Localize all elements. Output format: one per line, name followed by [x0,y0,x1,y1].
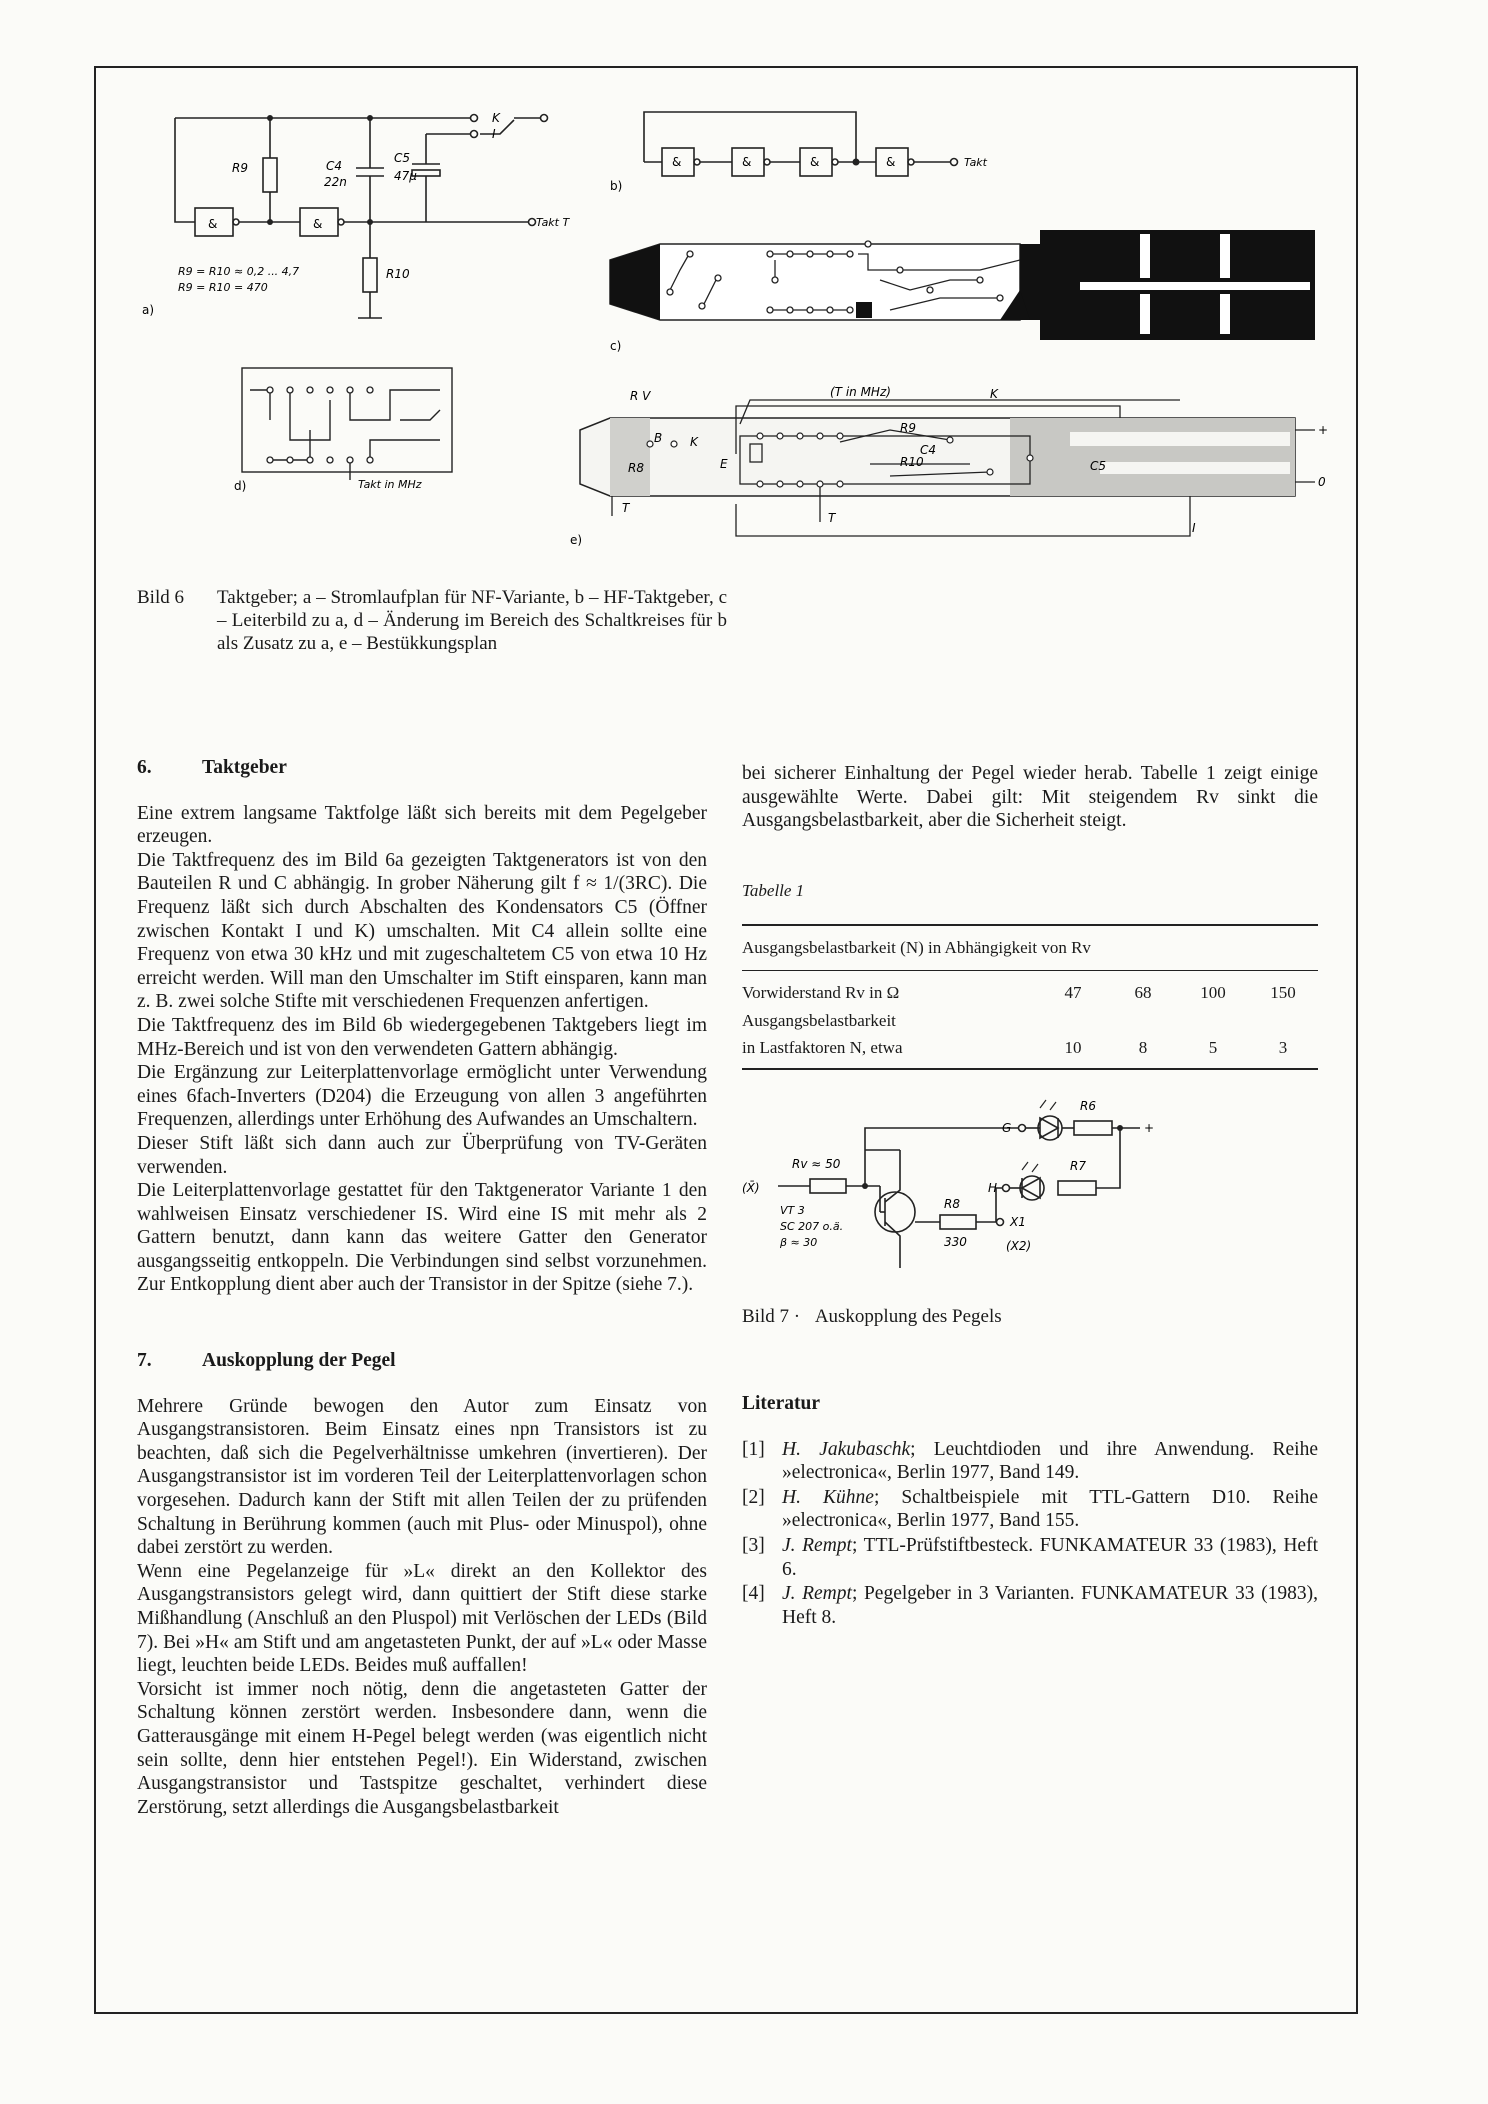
fig6a-c4-value: 22n [324,175,347,189]
table-row [742,1034,1318,1069]
table1-title: Tabelle 1 [742,880,805,900]
fig6e-c4: C4 [920,443,937,457]
table1-row2-label-1: Ausgangsbelastbarkeit [742,1010,896,1030]
figure6-caption-text: Taktgeber; a – Stromlaufplan für NF-Variante, b – HF-Taktgeber, c – Leiterbild zu a, d – Änderung im Bereich des Schaltkreises für b als Zusatz zu a, e – Bestükkungsplan [217,587,727,654]
table1-row1-label: Vorwiderstand Rv in Ω [742,982,900,1002]
section6-title: Taktgeber [202,757,287,778]
section6-paragraph: Die Taktfrequenz des im Bild 6a gezeigten Taktgenerators ist von den Bauteilen R und C abhängig. In grober Näherung gilt f ≈ 1/(3RC). Die Frequenz läßt sich durch Abschalten des Kondensators C5 (Öffner zwischen Kontakt I und K) umschalten. Mit C4 allein sollte eine Frequenz von etwa 30 kHz und mit zugeschaltetem C5 von etwa 10 Hz erreicht werden. Will man den Umschalter im Stift einsparen, kann man z. B. zwei solche Stifte mit verschiedenen Frequenzen anfertigen. [137,849,707,1013]
fig6e-i: I [1192,521,1196,535]
fig6a-r10: R10 [386,267,410,281]
literature-text: ; TTL-Prüfstiftbesteck. FUNKAMATEUR 33 (1983), Heft 6. [782,1534,1318,1580]
section6-paragraph: Die Leiterplattenvorlage gestattet für den Taktgenerator Variante 1 den wahlweisen Einsatz verschiedener IS. Wird eine IS mit mehr als 2 Gattern benutzt, dann kann das weitere Gatter den Generator ausgangsseitig entkoppeln. Die Verbindungen sind selbst vorzunehmen. Zur Entkopplung dient aber auch der Transistor in der Spitze (siehe 7.). [137,1180,707,1296]
fig7-x2: (X2) [1006,1239,1032,1253]
figure7-caption [742,1306,1002,1328]
fig6e-c5: C5 [1090,459,1107,473]
fig7-r6: R6 [1080,1099,1096,1113]
section6-number: 6. [137,757,152,778]
fig6b-gate-3: & [810,155,820,169]
section7-number: 7. [137,1350,152,1372]
fig7-r8-value: 330 [944,1235,967,1249]
literature-title: Literatur [742,1393,820,1414]
fig6a-takt-label: Takt T [536,216,570,229]
literature-item [742,1534,1318,1581]
figure7-caption-text: Auskopplung des Pegels [814,1306,1002,1327]
fig6e-e: E [720,457,728,471]
fig6a-c4: C4 [326,159,343,173]
fig7-r7: R7 [1070,1159,1086,1173]
literature-item [742,1438,1318,1485]
figure6a-schematic [130,100,600,330]
figure7-caption-label: Bild 7 · [742,1306,801,1327]
literature-item [742,1582,1318,1629]
fig6a-note-2: R9 = R10 = 470 [178,281,268,294]
literature-text: ; Schaltbeispiele mit TTL-Gattern D10. Reihe »electronica«, Berlin 1977, Band 155. [782,1486,1318,1532]
table-cell: 5 [1178,1034,1248,1069]
fig6e-panel-label: e) [570,533,583,547]
fig6c-panel-label: c) [610,339,622,353]
fig6b-gate-2: & [742,155,752,169]
table-cell: 68 [1134,982,1152,1002]
fig7-sc: SC 207 o.ä. [780,1220,844,1233]
fig6e-plus: + [1318,423,1329,437]
table-cell: 150 [1270,982,1296,1002]
fig6e-rv: R V [630,389,651,403]
fig7-h: H [988,1181,998,1195]
section7-paragraph: Wenn eine Pegelanzeige für »L« direkt an den Kollektor des Ausgangstransistors gelegt wird, dann quittiert der Stift diese starke Mißhandlung (Anschluß an den Pluspol) mit Verlöschen der LEDs (Bild 7). Bei »H« am Stift und am angetasteten Punkt, der auf »L« oder Masse liegt, leuchten beide LEDs. Beides muß auffallen! [137,1560,707,1677]
fig7-rv: Rv ≈ 50 [792,1157,841,1171]
table-cell: 10 [1038,1034,1108,1069]
fig6e-r9: R9 [900,421,916,435]
table-cell: 8 [1108,1034,1178,1069]
fig6a-r9: R9 [232,161,248,175]
section7-heading [137,1349,707,1373]
literature-list [742,1438,1318,1630]
literature-number: [1] [742,1438,765,1460]
figure6b-schematic [600,100,1000,200]
section6-paragraph: Die Taktfrequenz des im Bild 6b wiedergegebenen Taktgebers liegt im MHz-Bereich und ist von den verwendeten Gattern abhängig. [137,1014,707,1060]
fig6e-r10: R10 [900,455,924,469]
left-column [137,756,707,1819]
figure6e-assembly-plan [570,372,1330,552]
literature-text: ; Leuchtdioden und ihre Anwendung. Reihe »electronica«, Berlin 1977, Band 149. [782,1438,1318,1484]
section6-paragraph: Eine extrem langsame Taktfolge läßt sich bereits mit dem Pegelgeber erzeugen. [137,802,707,848]
literature-item [742,1486,1318,1533]
fig7-x: (X̄) [742,1181,760,1195]
literature-number: [4] [742,1583,765,1605]
table1-header: Ausgangsbelastbarkeit (N) in Abhängigkeit von Rv [742,925,1318,970]
section6-paragraph: Dieser Stift läßt sich dann auch zur Überprüfung von TV-Geräten verwenden. [137,1132,707,1178]
fig6e-k-right: K [990,387,998,401]
literature-author: H. Jakubaschk [782,1438,911,1460]
section6-paragraph: Die Ergänzung zur Leiterplattenvorlage ermöglicht unter Verwendung eines 6fach-Inverters (D204) die Erzeugung von allen 3 angeführten Frequenzen, allerdings unter Erhöhung des Aufwandes an Umschaltern. [137,1062,707,1131]
literature-number: [3] [742,1534,765,1556]
fig6b-gate-1: & [672,155,682,169]
fig7-x1: X1 [1010,1215,1026,1229]
fig6b-panel-label: b) [610,179,623,193]
fig7-vt: VT 3 [780,1204,805,1217]
table-cell: 3 [1248,1034,1318,1069]
figure7-schematic [740,1090,1240,1290]
fig6e-t-bottom: T [828,511,836,525]
fig6a-i: I [492,127,496,141]
table-cell: 100 [1200,982,1226,1002]
right-column [742,762,1318,1070]
literature-author: H. Kühne [782,1486,874,1508]
literature-text: ; Pegelgeber in 3 Varianten. FUNKAMATEUR 33 (1983), Heft 8. [782,1583,1318,1628]
table-row [742,1007,1318,1035]
fig6a-k: K [492,111,500,125]
figure6-caption-label: Bild 6 [137,587,184,608]
fig6a-c5: C5 [394,151,411,165]
section7-paragraph: Vorsicht ist immer noch nötig, denn die angetasteten Gatter der Schaltung können zerstört werden. Insbesondere dann, wenn die Gatterausgänge mit einem H-Pegel belegt werden (was eigentlich nicht sein sollte, denn hier entstehen Pegel!). Ein Widerstand, zwischen Ausgangstransistor und Tastspitze geschaltet, verhindert diese Zerstörung, setzt allerdings die Ausgangsbelastbarkeit [137,1678,707,1818]
fig6a-panel-label: a) [142,303,155,317]
figure6d-pcb-detail [230,360,470,500]
table1-row2-label-2: in Lastfaktoren N, etwa [742,1034,1038,1069]
literature-section [742,1392,1318,1630]
fig6e-b: B [654,431,663,445]
fig6d-panel-label: d) [234,479,247,493]
right-intro-paragraph: bei sicherer Einhaltung der Pegel wieder herab. Tabelle 1 zeigt einige ausgewählte Werte. Dabei gilt: Mit steigendem Rv sinkt die Ausgangsbelastbarkeit, aber die Sicherheit steigt. [742,763,1318,832]
fig7-beta: β ≈ 30 [780,1236,818,1249]
section7-paragraph: Mehrere Gründe bewogen den Autor zum Einsatz von Ausgangstransistoren. Beim Einsatz eines npn Transistors ist zu beachten, daß sich die Pegelverhältnisse umkehren (invertieren). Der Ausgangstransistor ist im vorderen Teil der Leiterplattenvorlagen schon vorgesehen. Dadurch kann der Stift mit allen Teilen der zu prüfenden Schaltung in Berührung kommen (auch mit Plus- oder Minuspol), ohne dabei zerstört zu werden. [137,1395,707,1559]
fig6e-t-left: T [622,501,630,515]
fig6e-r8: R8 [628,461,644,475]
fig6a-c5-value: 47µ [394,169,417,183]
fig7-plus: + [1144,1121,1155,1135]
figure6c-pcb-layout [600,220,1320,355]
table-cell: 47 [1064,982,1082,1002]
fig6b-takt-label: Takt [964,156,987,169]
literature-number: [2] [742,1486,765,1508]
literature-author: J. Rempt [782,1534,852,1556]
fig6b-gate-4: & [886,155,896,169]
literature-author: J. Rempt [782,1583,852,1605]
fig7-r8: R8 [944,1197,960,1211]
section7-title: Auskopplung der Pegel [202,1350,396,1372]
fig6e-k-left: K [690,435,698,449]
fig6e-t-mhz: (T in MHz) [830,385,891,399]
fig6e-zero: 0 [1318,475,1326,489]
svg-text:&: & [208,217,218,231]
section6-heading [137,756,707,780]
svg-text:&: & [313,217,323,231]
fig6d-takt-label: Takt in MHz [358,478,422,491]
fig7-g: G [1002,1121,1012,1135]
table1 [742,924,1318,1069]
table-row [742,970,1318,1006]
fig6a-note-1: R9 = R10 ≈ 0,2 ... 4,7 [178,265,300,278]
